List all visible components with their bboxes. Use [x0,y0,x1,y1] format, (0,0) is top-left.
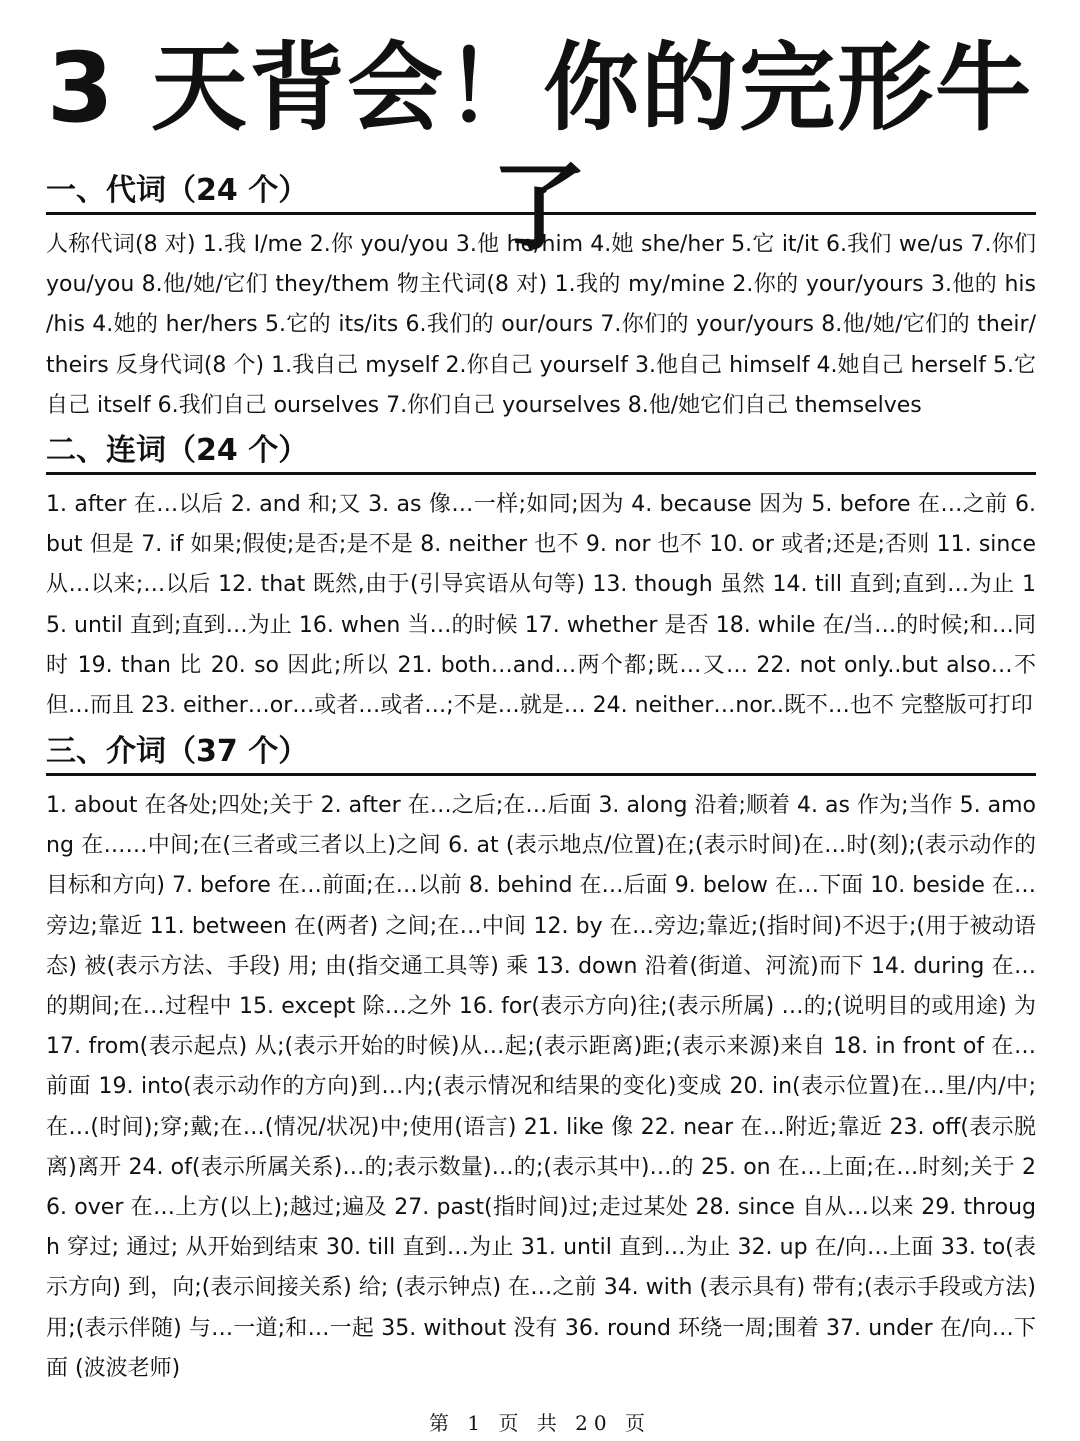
section-body: 1. about 在各处;四处;关于 2. after 在…之后;在…后面 3. along 沿着;顺着 4. as 作为;当作 5. among 在……中间;在(三者或三者以上)之间 6. at (表示地点/位置)在;(表示时间)在…时(刻);(表示动作的目标和方向) 7. before 在…前面;在…以前 8. behind 在…后面 9. below 在…下面 10. beside 在…旁边;靠近 11. between 在(两者) 之间;在…中间 12. by 在…旁边;靠近;(指时间)不迟于;(用于被动语态) 被(表示方法、手段) 用; 由(指交通工具等) 乘 13. down 沿着(街道、河流)而下 14. during 在…的期间;在…过程中 15. except 除…之外 16. for(表示方向)往;(表示所属) …的;(说明目的或用途) 为 17. from(表示起点) 从;(表示开始的时候)从…起;(表示距离)距;(表示来源)来自 18. in front of 在…前面 19. into(表示动作的方向)到…内;(表示情况和结果的变化)变成 20. in(表示位置)在…里/内/中;在…(时间);穿;戴;在…(情况/状况)中;使用(语言) 21. like 像 22. near 在…附近;靠近 23. off(表示脱离)离开 24. of(表示所属关系)…的;表示数量)…的;(表示其中)…的 25. on 在…上面;在…时刻;关于 26. over 在…上方(以上);越过;遍及 27. past(指时间)过;走过某处 28. since 自从…以来 29. through 穿过; 通过; 从开始到结束 30. till 直到…为止 31. until 直到…为止 32. up 在/向…上面 33. to(表示方向) 到，向;(表示间接关系) 给; (表示钟点) 在…之前 34. with (表示具有) 带有;(表示手段或方法)用;(表示伴随) 与…一道;和…一起 35. without 没有 36. round 环绕一周;围着 37. under 在/向…下面 (波波老师) [46,793,1036,1381]
section-prepositions [46,733,1036,1389]
page-title: 3 天背会！你的完形牛了 [46,32,1034,264]
section-heading: 一、代词（24 个） [46,172,1036,215]
page-number: 第 1 页 共 20 页 [429,1411,651,1435]
section-heading: 三、介词（37 个） [46,733,1036,776]
section-heading: 二、连词（24 个） [46,432,1036,475]
section-conjunctions [46,432,1036,726]
section-body: 人称代词(8 对) 1.我 I/me 2.你 you/you 3.他 he/him 4.她 she/her 5.它 it/it 6.我们 we/us 7.你们 you/you 8.他/她/它们 they/them 物主代词(8 对) 1.我的 my/mine 2.你的 your/yours 3.他的 his /his 4.她的 her/hers 5.它的 its/its 6.我们的 our/ours 7.你们的 your/yours 8.他/她/它们的 their/ theirs 反身代词(8 个) 1.我自己 myself 2.你自己 yourself 3.他自己 himself 4.她自己 herself 5.它自己 itself 6.我们自己 ourselves 7.你们自己 yourselves 8.他/她它们自己 themselves [46,232,1036,418]
section-body: 1. after 在…以后 2. and 和;又 3. as 像…一样;如同;因为 4. because 因为 5. before 在…之前 6. but 但是 7. if 如果;假使;是否;是不是 8. neither 也不 9. nor 也不 10. or 或者;还是;否则 11. since 从…以来;…以后 12. that 既然,由于(引导宾语从句等) 13. though 虽然 14. till 直到;直到…为止 15. until 直到;直到…为止 16. when 当…的时候 17. whether 是否 18. while 在/当…的时候;和…同时 19. than 比 20. so 因此;所以 21. both…and…两个都;既…又… 22. not only..but also…不但…而且 23. either…or…或者…或者…;不是…就是… 24. neither…nor..既不…也不 完整版可打印 [46,492,1036,719]
section-pronouns [46,172,1036,426]
